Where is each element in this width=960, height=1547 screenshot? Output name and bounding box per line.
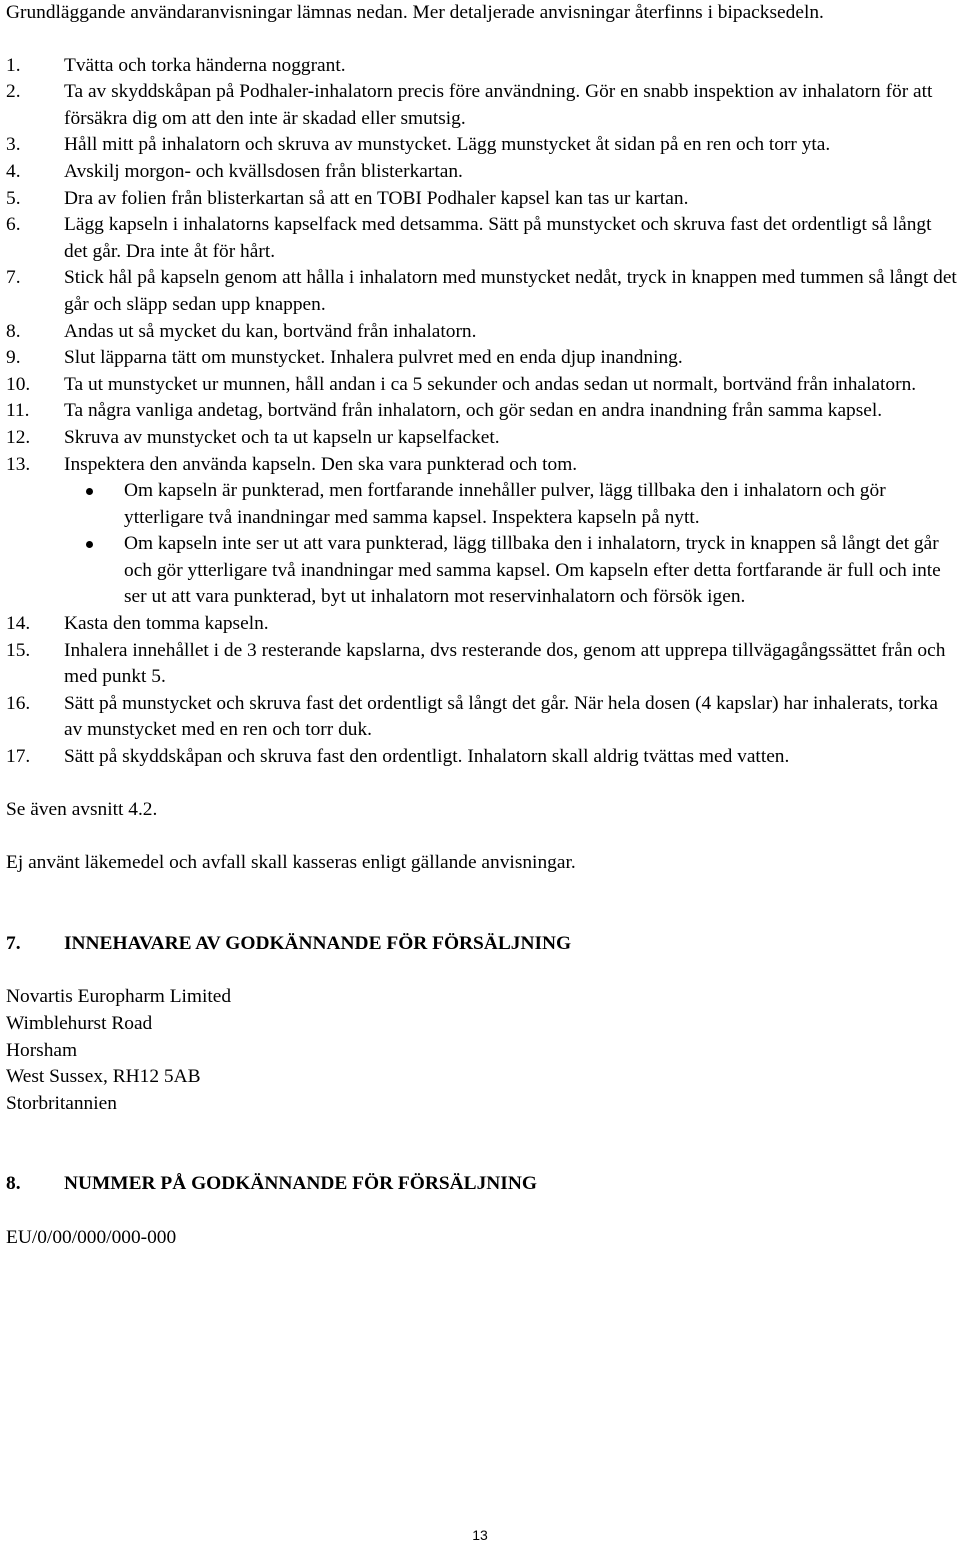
step-item [6,691,958,744]
step-item [6,212,958,265]
section-7-heading [6,931,958,958]
address-line: Wimblehurst Road [6,1013,153,1034]
step-item [6,638,958,691]
step-item [6,345,958,372]
section-title: NUMMER PÅ GODKÄNNANDE FÖR FÖRSÄLJNING [64,1173,537,1195]
section-8-heading [6,1171,958,1198]
step-text: Ta av skyddskåpan på Podhaler-inhalatorn precis före användning. Gör en snabb inspektion av inhalatorn för att försäkra dig om att den inte är skadad eller smutsig. [64,81,933,129]
bullet-text: Om kapseln inte ser ut att vara punkterad, lägg tillbaka den i inhalatorn, tryck in knappen så långt det går och gör ytterligare två inandningar med samma kapsel. Om kapseln efter detta fortfarande är full och inte ser ut att vara punkterad, byt ut inhalatorn mot reservinhalatorn och försök igen. [124,533,941,608]
step-text: Inhalera innehållet i de 3 resterande kapslarna, dvs resterande dos, genom att upprepa tillvägagångssättet från och med punkt 5. [64,639,946,688]
address-line: Novartis Europharm Limited [6,986,232,1008]
disposal-note: Ej använt läkemedel och avfall skall kasseras enligt gällande anvisningar. [6,852,576,874]
section-number: 8. [6,1173,21,1195]
step-number: 13. [6,453,31,475]
step-item [6,79,958,132]
step-text: Håll mitt på inhalatorn och skruva av munstycket. Lägg munstycket åt sidan på en ren och torr yta. [64,134,831,156]
step-text: Stick hål på kapseln genom att hålla i inhalatorn med munstycket nedåt, tryck in knappen med tummen så långt det går och släpp sedan upp knappen. [64,267,957,315]
section-number: 7. [6,932,21,954]
step-item [6,372,958,399]
step-item [6,452,958,612]
authorisation-number: EU/0/00/000/000-000 [6,1226,177,1248]
step-text: Kasta den tomma kapseln. [64,613,269,635]
step-text: Tvätta och torka händerna noggrant. [64,54,346,76]
step-text: Ta några vanliga andetag, bortvänd från inhalatorn, och gör sedan en andra inandning från samma kapsel. [64,400,883,422]
step-number: 6. [6,214,21,236]
step-item [6,398,958,425]
address-line: Storbritannien [6,1092,117,1114]
instruction-steps [6,53,958,771]
step-number: 10. [6,373,31,395]
step-item [6,425,958,452]
step-item [6,159,958,186]
step-number: 1. [6,54,21,76]
step-number: 4. [6,160,21,182]
step-text: Inspektera den använda kapseln. Den ska vara punkterad och tom. [64,453,578,475]
step-number: 12. [6,426,31,448]
holder-address [6,984,958,1117]
step-number: 2. [6,81,21,103]
step-number: 14. [6,613,31,635]
address-line: Horsham [6,1039,78,1061]
step-text: Slut läpparna tätt om munstycket. Inhalera pulvret med en enda djup inandning. [64,347,683,369]
step-item [6,265,958,318]
step-number: 17. [6,746,31,768]
step-item [6,132,958,159]
bullet-item [64,531,958,611]
step-13-bullets [64,478,958,611]
section-title: INNEHAVARE AV GODKÄNNANDE FÖR FÖRSÄLJNING [64,932,572,954]
step-item [6,186,958,213]
bullet-text: Om kapseln är punkterad, men fortfarande innehåller pulver, lägg tillbaka den i inhalatorn och gör ytterligare två inandningar med samma kapsel. Inspektera kapseln på nytt. [124,480,886,528]
step-number: 8. [6,320,21,342]
bullet-item [64,478,958,531]
step-number: 11. [6,400,30,422]
step-item [6,611,958,638]
intro-paragraph: Grundläggande användaranvisningar lämnas nedan. Mer detaljerade anvisningar återfinns i bipacksedeln. [6,2,824,23]
step-text: Skruva av munstycket och ta ut kapseln ur kapselfacket. [64,426,500,448]
bullet-dot-icon [86,488,93,495]
step-number: 3. [6,134,21,156]
step-number: 5. [6,187,21,209]
step-text: Dra av folien från blisterkartan så att en TOBI Podhaler kapsel kan tas ur kartan. [64,187,689,209]
step-number: 7. [6,267,21,289]
page-number: 13 [472,1527,488,1543]
step-number: 15. [6,639,31,661]
step-text: Lägg kapseln i inhalatorns kapselfack med detsamma. Sätt på munstycket och skruva fast det ordentligt så långt det går. Dra inte åt för hårt. [64,214,932,262]
step-number: 9. [6,347,21,369]
step-text: Andas ut så mycket du kan, bortvänd från inhalatorn. [64,320,477,342]
step-text: Sätt på skyddskåpan och skruva fast den ordentligt. Inhalatorn skall aldrig tvättas med vatten. [64,746,790,768]
document-page [6,0,958,1252]
step-item [6,53,958,80]
step-text: Avskilj morgon- och kvällsdosen från blisterkartan. [64,160,463,182]
see-also-note: Se även avsnitt 4.2. [6,798,158,820]
step-text: Ta ut munstycket ur munnen, håll andan i ca 5 sekunder och andas sedan ut normalt, bortvänd från inhalatorn. [64,373,917,395]
bullet-dot-icon [86,541,93,548]
step-text: Sätt på munstycket och skruva fast det ordentligt så långt det går. När hela dosen (4 kapslar) har inhalerats, torka av munstycket med en ren och torr duk. [64,692,938,741]
address-line: West Sussex, RH12 5AB [6,1066,201,1088]
step-item [6,319,958,346]
step-item [6,744,958,771]
step-number: 16. [6,692,31,714]
